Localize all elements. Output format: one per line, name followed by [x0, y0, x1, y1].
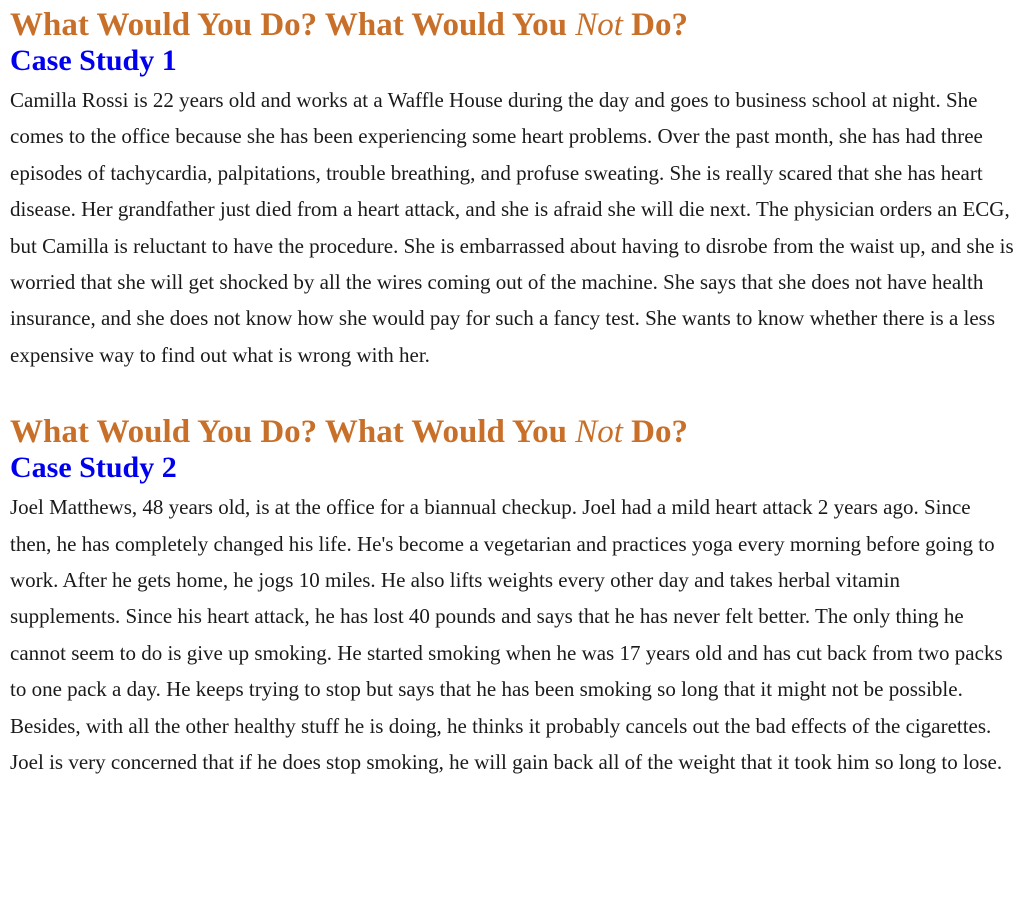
case-2-heading: [10, 413, 1014, 451]
case-2-heading-text: What Would You Do? What Would You: [10, 414, 576, 451]
case-2-heading-end: Do?: [622, 414, 688, 451]
case-2-subheading: Case Study 2: [10, 451, 177, 485]
case-1-subheading: Case Study 1: [10, 44, 177, 77]
case-1-heading-emphasis: Not: [575, 7, 623, 43]
case-study-2: [10, 413, 1014, 780]
case-1-heading: [10, 6, 1014, 44]
case-1-heading-end: Do?: [622, 7, 688, 43]
case-1-heading-text: What Would You Do? What Would You: [10, 7, 576, 43]
case-study-1: [10, 6, 1014, 373]
case-2-body: Joel Matthews, 48 years old, is at the office for a biannual checkup. Joel had a mild heart attack 2 years ago. Since then, he has completely changed his life. He's become a vegetarian and practices yoga every morning before going to work. After he gets home, he jogs 10 miles. He also lifts weights every other day and takes herbal vitamin supplements. Since his heart attack, he has lost 40 pounds and says that he has never felt better. The only thing he cannot seem to do is give up smoking. He started smoking when he was 17 years old and has cut back from two packs to one pack a day. He keeps trying to stop but says that he has been smoking so long that it might not be possible. Besides, with all the other healthy stuff he is doing, he thinks it probably cancels out the bad effects of the cigarettes. Joel is very concerned that if he does stop smoking, he will gain back all of the weight that it took him so long to lose.: [10, 495, 1003, 775]
case-2-heading-emphasis: Not: [575, 414, 623, 451]
case-1-body: Camilla Rossi is 22 years old and works at a Waffle House during the day and goes to business school at night. She comes to the office because she has been experiencing some heart problems. Over the past month, she has had three episodes of tachycardia, palpitations, trouble breathing, and profuse sweating. She is really scared that she has heart disease. Her grandfather just died from a heart attack, and she is afraid she will die next. The physician orders an ECG, but Camilla is reluctant to have the procedure. She is embarrassed about having to disrobe from the waist up, and she is worried that she will get shocked by all the wires coming out of the machine. She says that she does not have health insurance, and she does not know how she would pay for such a fancy test. She wants to know whether there is a less expensive way to find out what is wrong with her.: [10, 88, 1014, 367]
